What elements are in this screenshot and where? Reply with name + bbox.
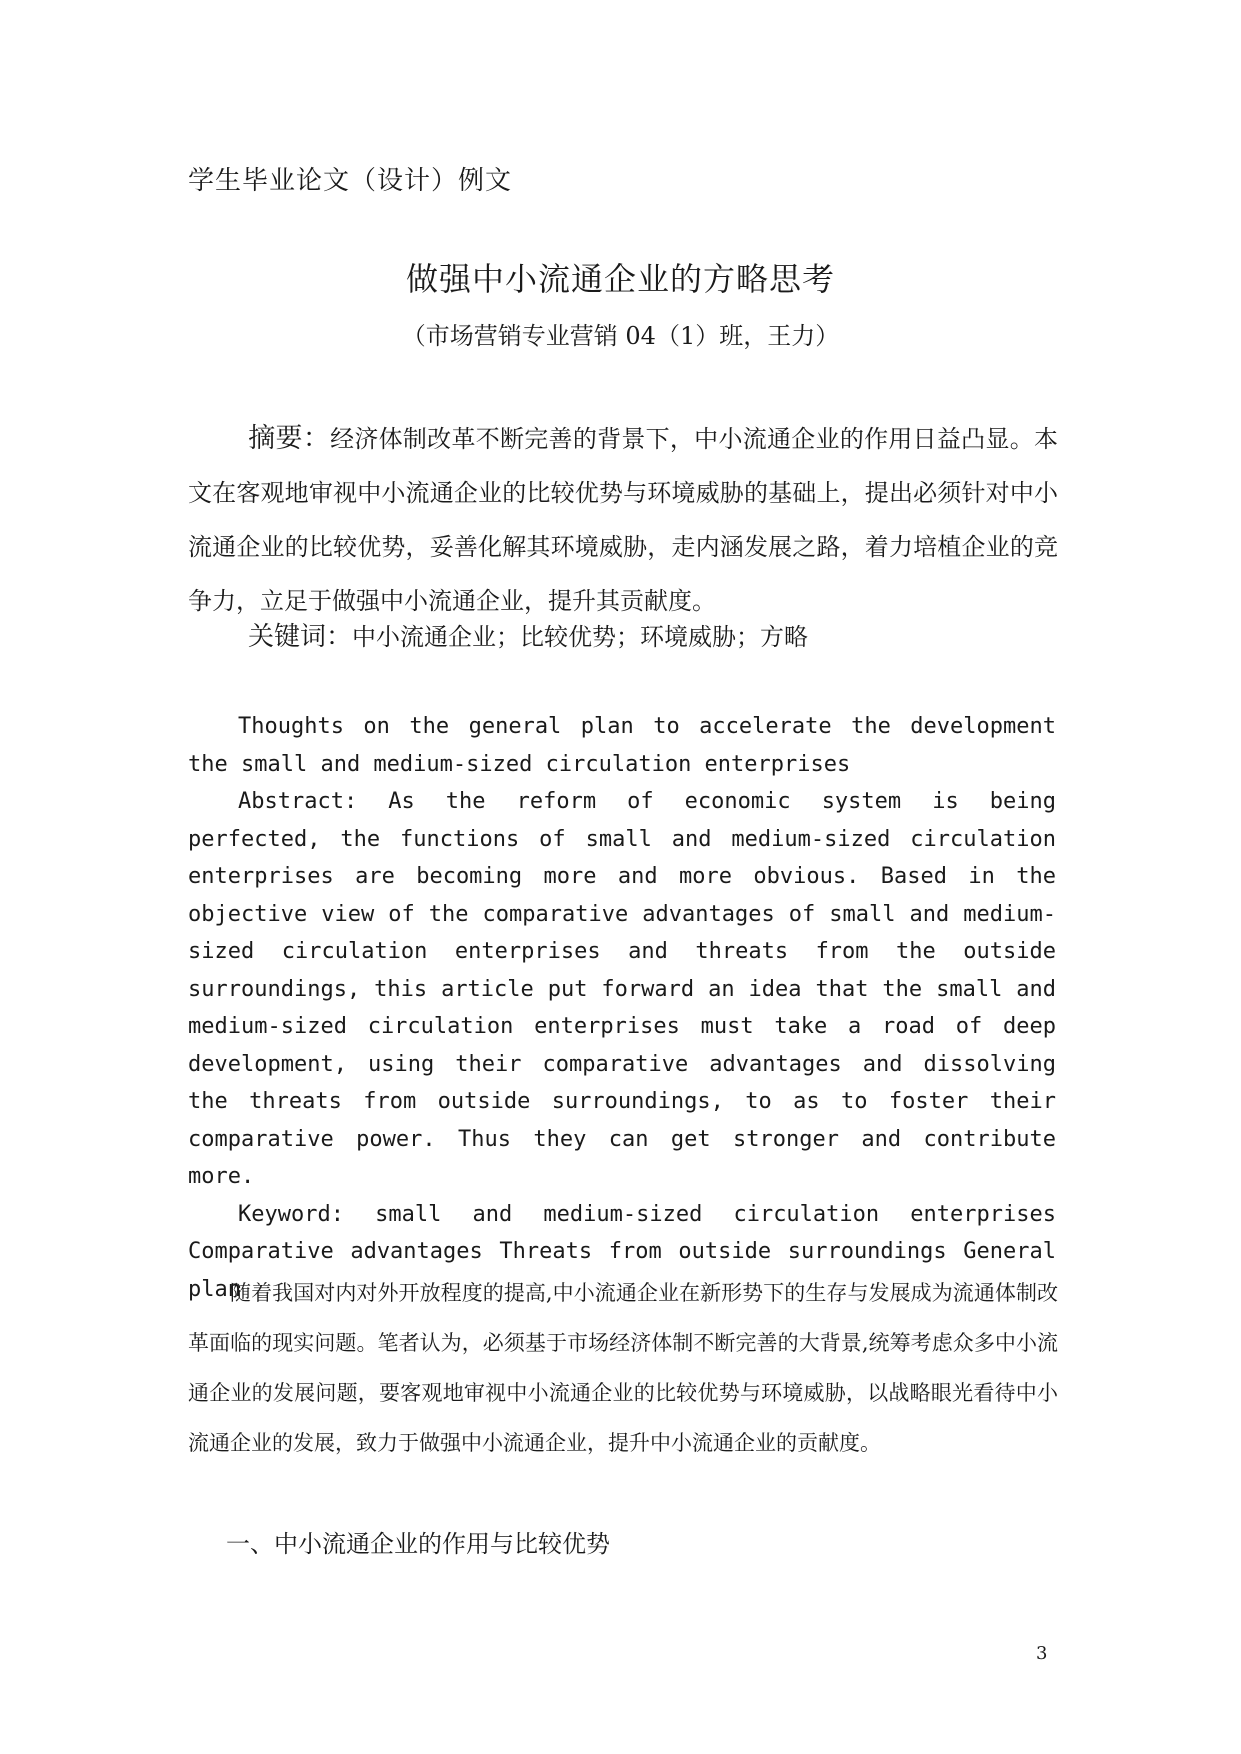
english-abstract-block bbox=[188, 708, 1056, 1308]
english-title: Thoughts on the general plan to accelerate the development the small and medium-sized circulation enterprises bbox=[188, 714, 1056, 777]
chinese-keywords bbox=[248, 616, 808, 653]
introduction-text: 随着我国对内对外开放程度的提高,中小流通企业在新形势下的生存与发展成为流通体制改革面临的现实问题。笔者认为，必须基于市场经济体制不断完善的大背景,统筹考虑众多中小流通企业的发展问题，要客观地审视中小流通企业的比较优势与环境威胁，以战略眼光看待中小流通企业的发展，致力于做强中小流通企业，提升中小流通企业的贡献度。 bbox=[188, 1281, 1058, 1455]
abstract-text: 经济体制改革不断完善的背景下，中小流通企业的作用日益凸显。本文在客观地审视中小流通企业的比较优势与环境威胁的基础上，提出必须针对中小流通企业的比较优势，妥善化解其环境威胁，走内涵发展之路，着力培植企业的竞争力，立足于做强中小流通企业，提升其贡献度。 bbox=[188, 425, 1059, 615]
abstract-label: 摘要： bbox=[248, 423, 331, 454]
english-abstract-text: Abstract: As the reform of economic system is being perfected, the functions of small and medium-sized circulation enterprises are becoming more and more obvious. Based in the objective view of the comparative advantages of small and medium-sized circulation enterprises and threats from the outside surroundings, this article put forward an idea that the small and medium-sized circulation enterprises must take a road of deep development, using their comparative advantages and dissolving the threats from outside surroundings, to as to foster their comparative power. Thus they can get stronger and contribute more. bbox=[188, 789, 1056, 1189]
keywords-text: 中小流通企业；比较优势；环境威胁；方略 bbox=[352, 623, 809, 651]
english-keywords: Keyword: small and medium-sized circulation enterprises Comparative advantages Threats from outside surroundings General plan bbox=[188, 1201, 1056, 1302]
introduction-paragraph bbox=[188, 1268, 1058, 1468]
english-abstract-paragraph bbox=[188, 783, 1056, 1196]
english-title-paragraph bbox=[188, 708, 1056, 783]
author-line: （市场营销专业营销 04（1）班，王力） bbox=[401, 322, 840, 350]
keywords-label: 关键词： bbox=[248, 622, 353, 652]
chinese-abstract bbox=[188, 412, 1058, 628]
section-heading: 一、中小流通企业的作用与比较优势 bbox=[226, 1530, 610, 1558]
document-caption: 学生毕业论文（设计）例文 bbox=[188, 166, 513, 196]
paper-title: 做强中小流通企业的方略思考 bbox=[405, 260, 835, 298]
page-number: 3 bbox=[1036, 1643, 1048, 1664]
